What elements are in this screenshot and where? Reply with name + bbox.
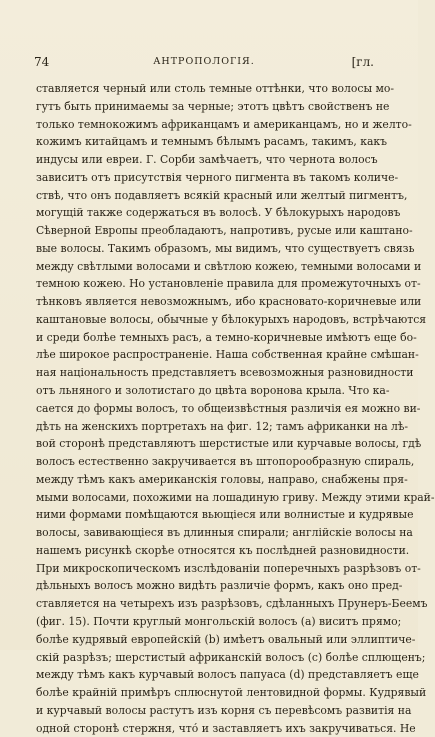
text-line: между тѣмъ какъ курчавый волосъ папуаса (d) представляетъ еще <box>36 668 419 682</box>
text-line: нашемъ рисункѣ скорѣе относятся къ послѣдней разновидности. <box>36 543 410 557</box>
text-line: ствѣ, что онъ подавляетъ всякій красный или желтый пигментъ, <box>36 188 408 202</box>
text-line: волосъ естественно закручивается въ штопорообразную спираль, <box>36 455 415 469</box>
text-line: дѣльныхъ волосъ можно видѣть различіе формъ, какъ оно пред- <box>36 579 403 593</box>
text-line: скій разрѣзъ; шерстистый африканскій волосъ (c) болѣе сплющенъ; <box>36 650 426 664</box>
text-line: дѣть на женскихъ портретахъ на фиг. 12; тамъ африканки на лѣ- <box>36 419 409 433</box>
text-line: кожимъ китайцамъ и темнымъ бѣлымъ расамъ, такимъ, какъ <box>36 135 387 149</box>
text-line: каштановые волосы, обычные у бѣлокурыхъ народовъ, встрѣчаются <box>36 312 427 326</box>
text-line: и курчавый волосы растутъ изъ корня съ перевѣсомъ развитія на <box>36 703 412 717</box>
page-number: 74 <box>34 55 50 69</box>
text-line: темною кожею. Но установленіе правила для промежуточныхъ от- <box>36 277 421 291</box>
text-line: отъ льняного и золотистаго до цвѣта воронова крыла. Что ка- <box>36 384 390 398</box>
text-line: одной сторонѣ стержня, что́ и заставляетъ ихъ закручиваться. Не <box>36 721 416 735</box>
text-line: мыми волосами, похожими на лошадиную гриву. Между этими край- <box>36 490 435 504</box>
text-line: ставляется на четырехъ изъ разрѣзовъ, сдѣланныхъ Прунеръ-Беемъ <box>36 597 428 611</box>
text-line: болѣе кудрявый европейскій (b) имѣетъ овальный или эллиптиче- <box>36 632 416 646</box>
text-line: вые волосы. Такимъ образомъ, мы видимъ, что существуетъ связь <box>36 241 415 255</box>
running-title: АНТРОПОЛОГІЯ. <box>153 56 255 67</box>
text-line: волосы, завивающіеся въ длинныя спирали; англійскіе волосы на <box>36 526 413 540</box>
text-line: только темнокожимъ африканцамъ и американцамъ, но и желто- <box>36 117 412 131</box>
text-line: между тѣмъ какъ американскія головы, направо, снабжены пря- <box>36 472 408 486</box>
text-line: гутъ быть принимаемы за черные; этотъ цвѣтъ свойственъ не <box>36 99 390 113</box>
text-line: При микроскопическомъ изслѣдованіи поперечныхъ разрѣзовъ от- <box>36 561 421 575</box>
running-head <box>34 55 374 71</box>
text-line: и среди болѣе темныхъ расъ, а темно-коричневые имѣютъ еще бо- <box>36 330 417 344</box>
text-line: индусы или евреи. Г. Сорби замѣчаетъ, что чернота волосъ <box>36 153 378 167</box>
text-line: лѣе широкое распространеніе. Наша собственная крайне смѣшан- <box>36 348 419 362</box>
section-mark: [гл. <box>351 55 374 69</box>
body-text <box>36 80 435 737</box>
text-line: сается до формы волосъ, то общеизвѣстныя различія ея можно ви- <box>36 401 421 415</box>
text-line: между свѣтлыми волосами и свѣтлою кожею, темными волосами и <box>36 259 422 273</box>
text-line: ними формами помѣщаются вьющіеся или волнистые и кудрявые <box>36 508 414 522</box>
text-line: ная національность представляетъ всевозможныя разновидности <box>36 366 414 380</box>
text-line: зависитъ отъ присутствія черного пигмента въ такомъ количе- <box>36 170 399 184</box>
text-line: могущій также содержаться въ волосѣ. У бѣлокурыхъ народовъ <box>36 206 401 220</box>
text-line: вой сторонѣ представляютъ шерстистые или курчавые волосы, гдѣ <box>36 437 422 451</box>
text-line: (фиг. 15). Почти круглый монгольскій волосъ (a) виситъ прямо; <box>36 614 402 628</box>
text-line: Сѣверной Европы преобладаютъ, напротивъ, русые или каштано- <box>36 224 413 238</box>
text-line: болѣе крайній примѣръ сплюснутой лентовидной формы. Кудрявый <box>36 686 427 700</box>
text-line: ставляется черный или столь темные оттѣнки, что волосы мо- <box>36 82 395 95</box>
text-line: тѣнковъ является невозможнымъ, ибо красновато-коричневые или <box>36 295 422 309</box>
